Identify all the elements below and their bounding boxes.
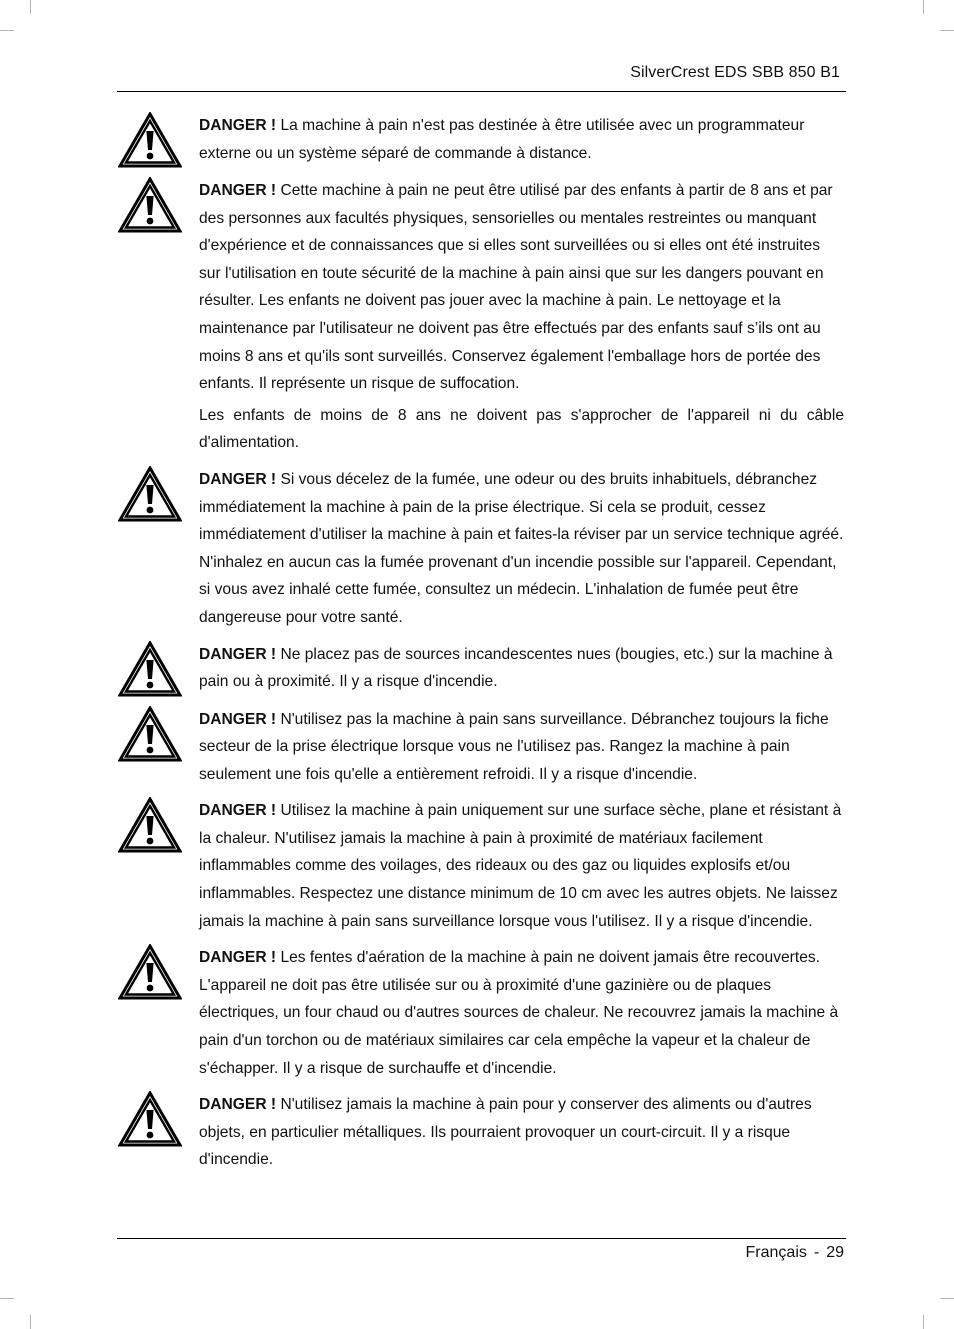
header-rule	[117, 91, 846, 92]
page-number: 29	[826, 1244, 844, 1261]
warning-triangle-icon	[118, 944, 182, 1000]
warning-body: Si vous décelez de la fumée, une odeur ou des bruits inhabituels, débranchez immédiatement la machine à pain de la prise électrique. Si cela se produit, cessez immédiatement d'utiliser la machine à pain et faites-la réviser par un service technique agréé. N'inhalez en aucun cas la fumée provenant d'un incendie possible sur l'appareil. Cependant, si vous avez inhalé cette fumée, consultez un médecin. L'inhalation de fumée peut être dangereuse pour votre santé.	[199, 470, 844, 626]
crop-mark	[923, 0, 924, 14]
crop-mark	[940, 1298, 954, 1299]
warning-text	[199, 944, 844, 1082]
warning-block	[118, 706, 844, 789]
warning-extra-paragraph: Les enfants de moins de 8 ans ne doivent pas s'approcher de l'appareil ni du câble d'alimentation.	[199, 406, 844, 452]
warning-body: La machine à pain n'est pas destinée à être utilisée avec un programmateur externe ou un système séparé de commande à distance.	[199, 117, 805, 162]
warning-block	[118, 1091, 844, 1174]
warning-block	[118, 177, 844, 398]
warning-text	[199, 797, 844, 935]
warning-body: Cette machine à pain ne peut être utilisé par des enfants à partir de 8 ans et par des personnes aux facultés physiques, sensorielles ou mentales restreintes ou manquant d'expérience et de connaissances que si elles sont surveillées ou si elles ont été instruites sur l'utilisation en toute sécurité de la machine à pain ainsi que sur les dangers pouvant en résulter. Les enfants ne doivent pas jouer avec la machine à pain. Le nettoyage et la maintenance par l'utilisateur ne doivent pas être effectués par des enfants sauf s’ils ont au moins 8 ans et qu'ils sont surveillés. Conservez également l'emballage hors de portée des enfants. Il représente un risque de suffocation.	[199, 182, 833, 393]
warning-text	[199, 466, 844, 632]
danger-label: DANGER !	[199, 117, 277, 134]
footer-language: Français	[745, 1244, 807, 1261]
warning-text	[199, 706, 844, 789]
warning-block	[118, 466, 844, 632]
danger-label: DANGER !	[199, 949, 277, 967]
footer-separator: -	[813, 1244, 820, 1261]
warning-text	[199, 1091, 844, 1174]
crop-mark	[30, 0, 31, 14]
crop-mark	[923, 1315, 924, 1329]
warning-triangle-icon	[118, 177, 182, 233]
warnings-list	[118, 112, 844, 1174]
warning-triangle-icon	[118, 466, 182, 522]
crop-mark	[940, 30, 954, 31]
crop-mark	[0, 30, 14, 31]
crop-mark	[30, 1315, 31, 1329]
warning-triangle-icon	[118, 1091, 182, 1147]
danger-label: DANGER !	[199, 802, 277, 820]
warning-triangle-icon	[118, 706, 182, 762]
warning-text	[199, 112, 844, 167]
warning-block	[118, 641, 844, 697]
danger-label: DANGER !	[199, 470, 277, 488]
warning-text	[199, 641, 844, 696]
warning-triangle-icon	[118, 112, 182, 168]
warning-block	[118, 797, 844, 935]
crop-mark	[0, 1298, 14, 1299]
warning-block	[118, 112, 844, 168]
warning-body: Utilisez la machine à pain uniquement sur une surface sèche, plane et résistant à la chaleur. N'utilisez jamais la machine à pain à proximité de matériaux facilement inflammables comme des voilages, des rideaux ou des gaz ou liquides explosifs et/ou inflammables. Respectez une distance minimum de 10 cm avec les autres objets. Ne laissez jamais la machine à pain sans surveillance lorsque vous l'utilisez. Il y a risque d'incendie.	[199, 802, 842, 930]
warning-block	[118, 944, 844, 1082]
warning-body: N'utilisez pas la machine à pain sans surveillance. Débranchez toujours la fiche secteur de la prise électrique lorsque vous ne l'utilisez pas. Rangez la machine à pain seulement une fois qu'elle a entièrement refroidi. Il y a risque d'incendie.	[199, 710, 829, 783]
danger-label: DANGER !	[199, 1096, 277, 1114]
warning-body: Ne placez pas de sources incandescentes nues (bougies, etc.) sur la machine à pain ou à proximité. Il y a risque d'incendie.	[199, 645, 833, 691]
danger-label: DANGER !	[199, 710, 277, 728]
warning-body: Les fentes d'aération de la machine à pain ne doivent jamais être recouvertes. L'appareil ne doit pas être utilisée sur ou à proximité d'une gazinière ou de plaques électriques, un four chaud ou d'autres sources de chaleur. Ne recouvrez jamais la machine à pain d'un torchon ou de matériaux similaires car cela empêche la vapeur et la chaleur de s'échapper. Il y a risque de surchauffe et d'incendie.	[199, 949, 839, 1077]
page-footer	[746, 1244, 844, 1262]
warning-triangle-icon	[118, 641, 182, 697]
danger-label: DANGER !	[199, 645, 277, 663]
warning-body: N'utilisez jamais la machine à pain pour y conserver des aliments ou d'autres objets, en particulier métalliques. Ils pourraient provoquer un court-circuit. Il y a risque d'incendie.	[199, 1096, 812, 1169]
footer-rule	[117, 1238, 846, 1239]
danger-label: DANGER !	[199, 182, 277, 199]
header-title: SilverCrest EDS SBB 850 B1	[630, 64, 840, 81]
warning-triangle-icon	[118, 797, 182, 853]
warning-text	[199, 177, 844, 398]
